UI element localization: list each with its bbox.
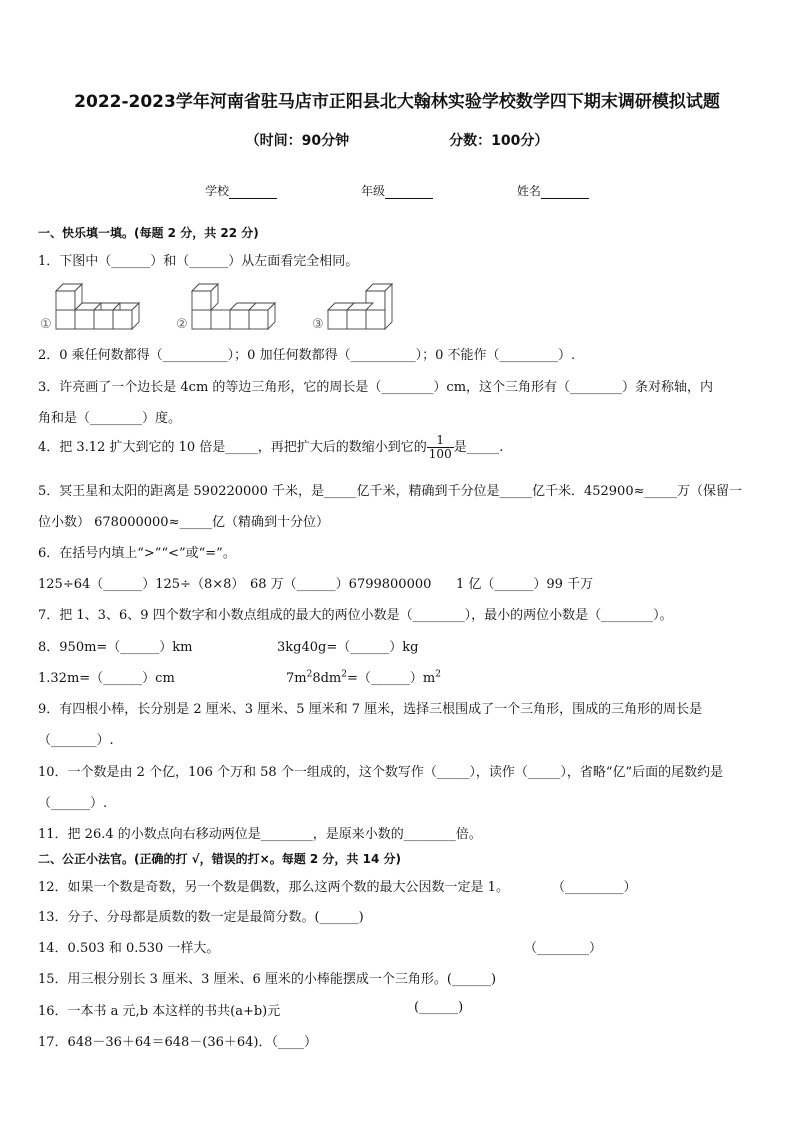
question-1: 1．下图中（______）和（______）从左面看完全相同。 <box>38 254 359 269</box>
question-6a: 125÷64（______）125÷（8×8） <box>38 577 245 592</box>
question-8b: 3kg40g=（______）kg <box>277 640 419 655</box>
q8d-sup-3: 2 <box>435 669 441 680</box>
question-10-line-2: （______）. <box>38 796 108 811</box>
section-1-heading: 一、快乐填一填。(每题 2 分，共 22 分) <box>38 226 259 240</box>
q8d-sup-1: 2 <box>306 669 313 680</box>
question-5-line-2: 位小数） 678000000≈_____亿（精确到十分位） <box>38 515 329 530</box>
figure-1-cubes <box>56 284 139 329</box>
question-6b: 68 万（______）6799800000 <box>250 577 432 592</box>
question-16: 16．一本书 a 元,b 本这样的书共(a+b)元 <box>38 1004 281 1019</box>
question-12-blank[interactable]: （_________） <box>552 880 637 895</box>
figure-1-label: ① <box>40 317 52 332</box>
question-4-text-b: 是_____. <box>453 440 504 455</box>
figure-3-label: ③ <box>312 317 324 332</box>
question-6: 6．在括号内填上“>”“<”或“=”。 <box>38 546 236 561</box>
question-3-line-1: 3．许亮画了一个边长是 4cm 的等边三角形，它的周长是（________）cm，这个三角形有（________）条对称轴，内 <box>38 380 714 395</box>
q8d-pre: 7m <box>286 671 307 686</box>
question-17: 17．648－36＋64＝648－(36＋64)．（____） <box>38 1035 317 1050</box>
cube-figures <box>38 276 418 332</box>
fraction-numerator: 1 <box>427 434 454 448</box>
question-5-line-1: 5．冥王星和太阳的距离是 590220000 千米，是_____亿千米，精确到千分位是_____亿千米．452900≈_____万（保留一 <box>38 484 742 499</box>
question-8d <box>286 667 441 686</box>
question-6c: 1 亿（______）99 千万 <box>456 577 594 592</box>
figure-3-cubes <box>328 278 392 329</box>
question-9-line-2: （_______）. <box>38 733 114 748</box>
question-4 <box>38 434 503 461</box>
grade-field[interactable] <box>385 185 433 199</box>
name-label: 姓名 <box>516 184 541 198</box>
question-8c: 1.32m=（______）cm <box>38 671 175 686</box>
question-3-line-2: 角和是（________）度。 <box>38 411 182 426</box>
school-label: 学校 <box>205 184 230 198</box>
question-12: 12．如果一个数是奇数，另一个数是偶数，那么这两个数的最大公因数一定是 1。 <box>38 880 509 895</box>
question-9-line-1: 9．有四根小棒，长分别是 2 厘米、3 厘米、5 厘米和 7 厘米，选择三根围成了一个三角形，围成的三角形的周长是 <box>38 702 703 717</box>
question-16-blank[interactable]: (______) <box>414 1000 464 1015</box>
exam-score: 分数：100分） <box>449 133 549 149</box>
question-8a: 8．950m=（______）km <box>38 640 193 655</box>
question-10-line-1: 10．一个数是由 2 个亿，106 个万和 58 个一组成的，这个数写作（_____），读作（_____），省略“亿”后面的尾数约是 <box>38 765 724 780</box>
question-7: 7．把 1、3、6、9 四个数字和小数点组成的最大的两位小数是（________），最小的两位小数是（________）。 <box>38 608 673 623</box>
figure-2-cubes <box>192 284 275 329</box>
q8d-post: =（______）m <box>347 671 436 686</box>
exam-time: （时间：90分钟 <box>245 133 350 149</box>
question-4-text-a: 4．把 3.12 扩大到它的 10 倍是_____，再把扩大后的数缩小到它的 <box>38 440 427 455</box>
question-14-blank[interactable]: （________） <box>524 941 603 956</box>
figure-2-label: ② <box>176 317 188 332</box>
q8d-mid: 8dm <box>312 671 342 686</box>
student-info <box>0 182 794 199</box>
page-title: 2022-2023学年河南省驻马店市正阳县北大翰林实验学校数学四下期末调研模拟试题 <box>74 92 720 112</box>
q8d-sup-2: 2 <box>341 669 347 680</box>
fraction <box>427 434 454 461</box>
question-11: 11．把 26.4 的小数点向右移动两位是________，是原来小数的________倍。 <box>38 827 482 842</box>
grade-label: 年级 <box>360 184 385 198</box>
name-field[interactable] <box>541 185 589 199</box>
fraction-denominator: 100 <box>428 447 452 461</box>
exam-meta <box>0 130 794 150</box>
section-2-heading: 二、公正小法官。(正确的打 √，错误的打×。每题 2 分，共 14 分) <box>38 852 401 866</box>
question-13: 13．分子、分母都是质数的数一定是最简分数。(______) <box>38 910 364 925</box>
question-2: 2．0 乘任何数都得（__________）；0 加任何数都得（__________）；0 不能作（_________）. <box>38 348 576 363</box>
question-15: 15．用三根分别长 3 厘米、3 厘米、6 厘米的小棒能摆成一个三角形。(______) <box>38 972 497 987</box>
school-field[interactable] <box>229 185 277 199</box>
question-14: 14．0.503 和 0.530 一样大。 <box>38 941 220 956</box>
